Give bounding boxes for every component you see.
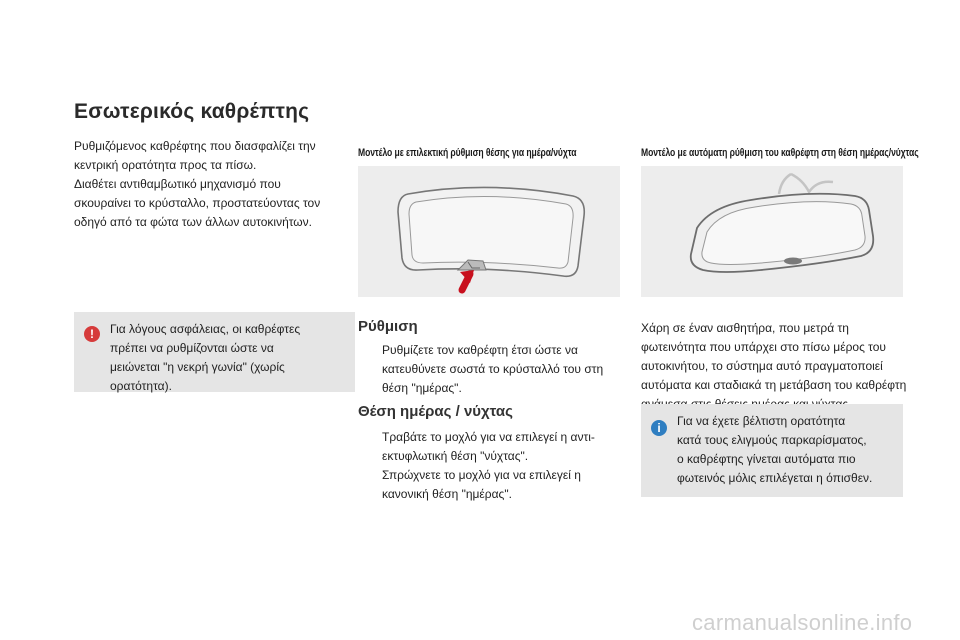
list-item	[358, 341, 620, 398]
intro-line: οδηγό από τα φώτα των άλλων αυτοκινήτων.	[74, 215, 313, 229]
intro-line: σκουραίνει το κρύσταλλο, προστατεύοντας τον	[74, 196, 321, 210]
page-title: Εσωτερικός καθρέπτης	[74, 100, 310, 123]
light-sensor-icon	[784, 258, 802, 265]
list-item-line: εκτυφλωτική θέση "νύχτας".	[382, 449, 529, 463]
intro-line: κεντρική ορατότητα προς τα πίσω.	[74, 158, 257, 172]
warning-line: ορατότητα).	[110, 379, 172, 393]
info-line: φωτεινός μόλις επιλέγεται η όπισθεν.	[677, 471, 873, 485]
intro-line: Ρυθμιζόμενος καθρέφτης που διασφαλίζει την	[74, 139, 316, 153]
daynight-list	[358, 428, 620, 504]
auto-text-line: Χάρη σε έναν αισθητήρα, που μετρά τη	[641, 321, 849, 335]
reverse-info-box	[641, 404, 903, 497]
manual-model-heading: Μοντέλο με επιλεκτική ρύθμιση θέσης για ημέρα/νύχτα	[358, 147, 577, 159]
adjust-list	[358, 341, 620, 398]
info-text	[677, 412, 899, 488]
intro-paragraph	[74, 137, 354, 232]
auto-text-line: φωτεινότητα που υπάρχει στο πίσω μέρος του	[641, 340, 886, 354]
warning-line: μειώνεται "η νεκρή γωνία" (χωρίς	[110, 360, 285, 374]
warning-line: πρέπει να ρυθμίζονται ώστε να	[110, 341, 274, 355]
info-line: ο καθρέφτης γίνεται αυτόματα πιο	[677, 452, 856, 466]
list-item	[358, 428, 620, 466]
auto-text-line: αυτοκινήτου, το σύστημα αυτό πραγματοποιεί	[641, 359, 883, 373]
daynight-section-title: Θέση ημέρας / νύχτας	[358, 403, 513, 420]
auto-text-line: αυτόματα και σταδιακά τη μετάβαση του καθρέφτη	[641, 378, 907, 392]
list-item-line: θέση "ημέρας".	[382, 381, 462, 395]
list-item-line: Σπρώχνετε το μοχλό για να επιλεγεί η	[382, 468, 581, 482]
list-item-line: κατευθύνετε σωστά το κρύσταλλό του στη	[382, 362, 604, 376]
watermark: carmanualsonline.info	[692, 610, 913, 635]
list-item-line: κανονική θέση "ημέρας".	[382, 487, 512, 501]
list-item-line: Τραβάτε το μοχλό για να επιλεγεί η αντι-	[382, 430, 595, 444]
adjust-section-title: Ρύθμιση	[358, 318, 418, 335]
info-line: Για να έχετε βέλτιστη ορατότητα	[677, 414, 846, 428]
safety-warning-box	[74, 312, 355, 392]
warning-line: Για λόγους ασφάλειας, οι καθρέφτες	[110, 322, 301, 336]
manual-mirror-illustration	[358, 166, 620, 297]
auto-model-heading: Μοντέλο με αυτόματη ρύθμιση του καθρέφτη στη θέση ημέρας/νύχτας	[641, 147, 919, 159]
manual-mirror-photo	[358, 166, 620, 297]
auto-mirror-illustration	[641, 166, 903, 297]
list-item-line: Ρυθμίζετε τον καθρέφτη έτσι ώστε να	[382, 343, 578, 357]
list-item	[358, 466, 620, 504]
warning-text	[110, 320, 346, 396]
info-icon: i	[651, 420, 667, 436]
intro-line: Διαθέτει αντιθαμβωτικό μηχανισμό που	[74, 177, 281, 191]
auto-mirror-photo	[641, 166, 903, 297]
info-line: κατά τους ελιγμούς παρκαρίσματος,	[677, 433, 867, 447]
warning-icon: !	[84, 326, 100, 342]
auto-description	[641, 319, 911, 414]
